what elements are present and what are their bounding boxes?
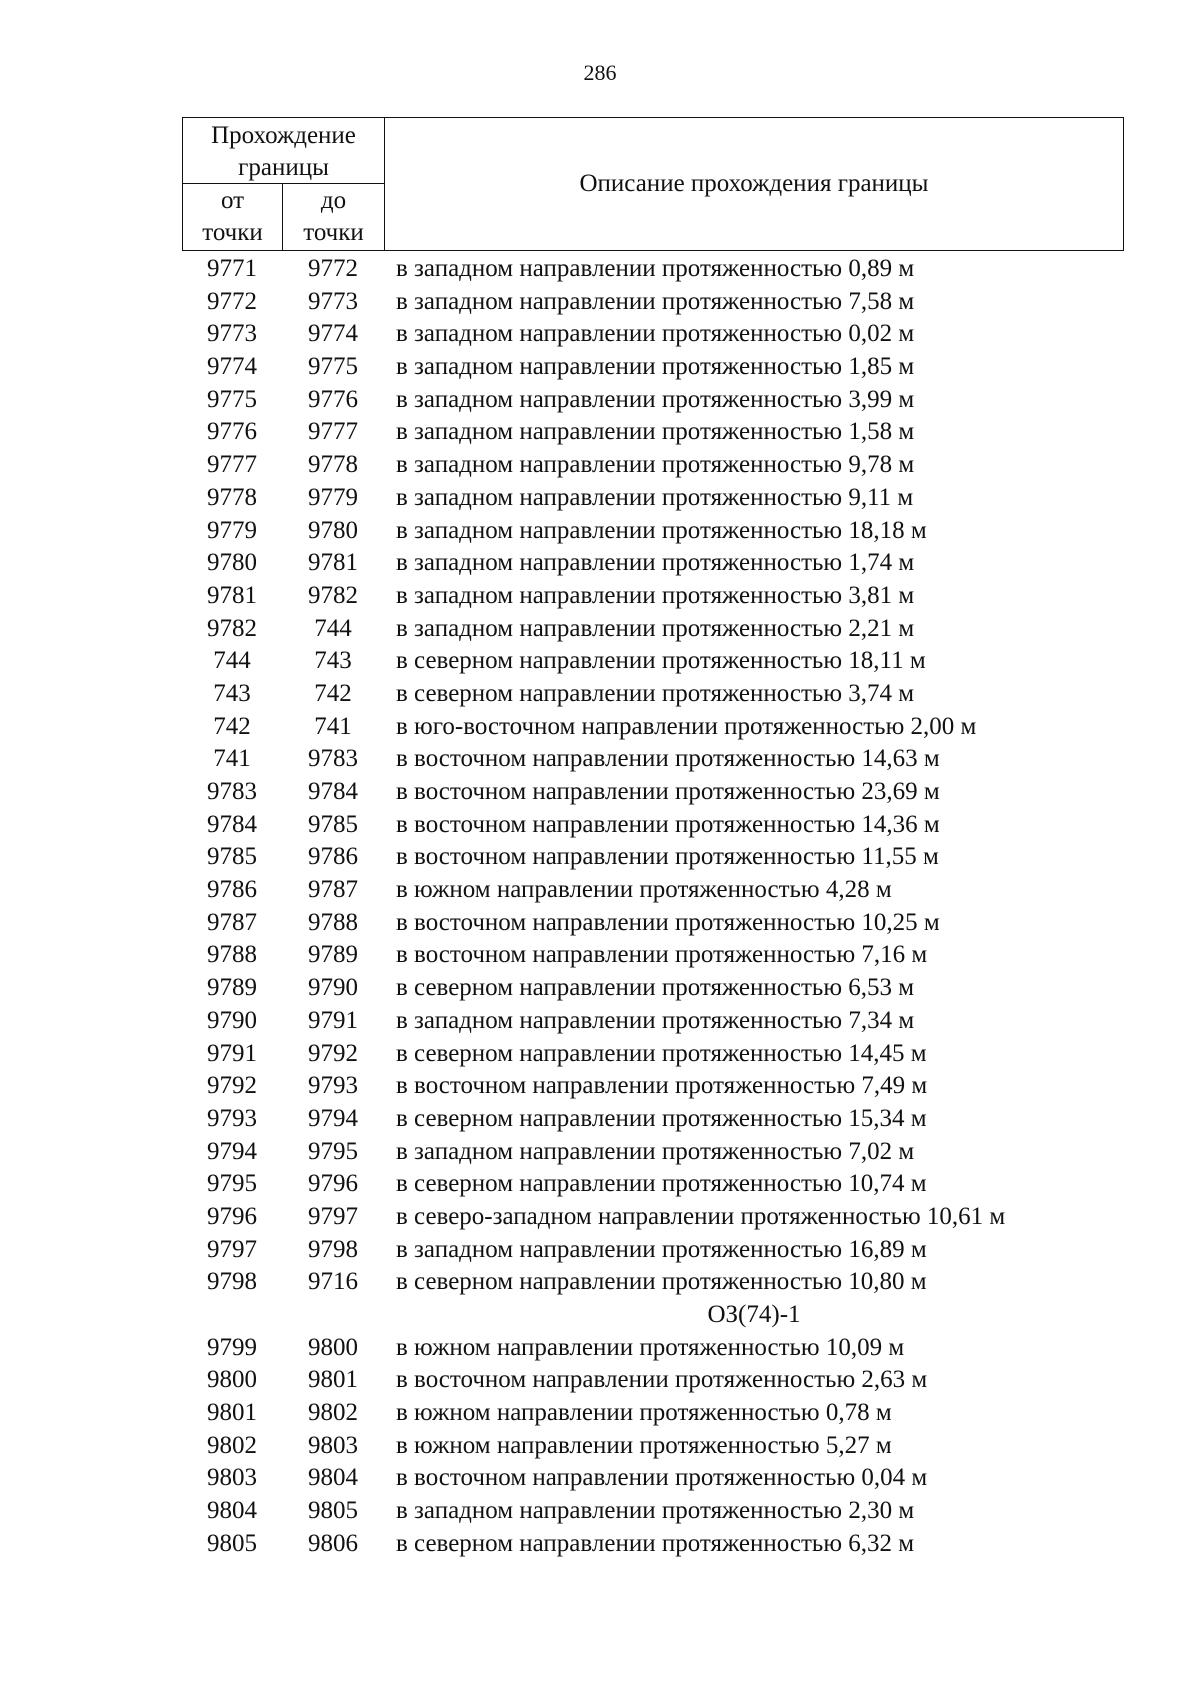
to-point-cell: 742 [314,679,352,707]
to-point-cell: 9792 [308,1039,358,1067]
table-row [182,1495,1142,1528]
to-point-cell: 744 [314,614,352,642]
to-point-cell: 9776 [308,385,358,413]
to-point-cell: 9800 [308,1333,358,1361]
table-row [182,907,1142,940]
description-cell: в западном направлении протяженностью 0,89 м [396,255,915,282]
header-to-point [283,184,385,250]
to-point-cell: 9786 [308,843,358,871]
from-point-cell: 9771 [207,255,257,282]
from-point-cell: 9779 [207,516,257,544]
from-point-cell: 9789 [207,974,257,1002]
table-row [182,809,1142,842]
header-boundary-group [183,118,385,184]
description-cell: в западном направлении протяженностью 1,85 м [396,353,915,381]
table-row [182,1070,1142,1103]
to-point-cell: 9794 [308,1104,358,1132]
to-point-cell: 9796 [308,1170,358,1198]
to-point-cell: 743 [314,647,352,675]
table-row [182,1332,1142,1365]
to-point-cell: 9782 [308,581,358,609]
description-cell: в западном направлении протяженностью 3,99 м [396,385,915,413]
table-row [182,1038,1142,1071]
table-row [182,678,1142,711]
from-point-cell: 9780 [207,549,257,577]
description-cell: в южном направлении протяженностью 10,09 м [396,1333,905,1361]
to-point-cell: 9793 [308,1072,358,1100]
description-cell: в северном направлении протяженностью 18,11 м [396,647,926,675]
from-point-cell: 9793 [207,1104,257,1132]
description-cell: в южном направлении протяженностью 5,27 м [396,1431,892,1459]
to-point-cell: 9716 [308,1268,358,1296]
table-row [182,874,1142,907]
table-row [182,1201,1142,1234]
description-cell: в восточном направлении протяженностью 7,49 м [396,1072,928,1100]
description-cell: в западном направлении протяженностью 7,34 м [396,1006,915,1034]
table-row [182,580,1142,613]
header-from-line2: точки [202,219,263,246]
description-cell: в западном направлении протяженностью 16,89 м [396,1235,927,1263]
table-row [182,1430,1142,1463]
description-cell: в восточном направлении протяженностью 14,36 м [396,810,940,838]
description-cell: в западном направлении протяженностью 1,58 м [396,418,915,446]
from-point-cell: 9783 [207,778,257,805]
description-cell: в северном направлении протяженностью 6,32 м [396,1529,915,1557]
table-row [182,939,1142,972]
to-point-cell: 9779 [308,483,358,511]
to-point-cell: 9787 [308,876,358,904]
to-point-cell: 9805 [308,1497,358,1525]
table-row [182,1136,1142,1169]
header-group-line1: Прохождение [211,122,356,149]
table-row [182,1005,1142,1038]
from-point-cell: 9799 [207,1333,257,1361]
description-cell: в восточном направлении протяженностью 10,25 м [396,908,940,936]
to-point-cell: 9802 [308,1399,358,1427]
from-point-cell: 9777 [207,451,257,479]
description-cell: в западном направлении протяженностью 1,74 м [396,549,915,577]
table-row [182,776,1142,809]
description-cell: в западном направлении протяженностью 9,78 м [396,451,915,479]
table-row [182,613,1142,646]
description-cell: в восточном направлении протяженностью 23,69 м [396,778,940,805]
from-point-cell: 9786 [207,876,257,904]
table-row [182,515,1142,548]
to-point-cell: 9780 [308,516,358,544]
from-point-cell: 9801 [207,1399,257,1427]
table-row [182,547,1142,580]
to-point-cell: 9781 [308,549,358,577]
header-from-line1: от [220,187,245,214]
description-cell: в северном направлении протяженностью 15,34 м [396,1104,927,1132]
from-point-cell: 9784 [207,810,257,838]
table-row [182,318,1142,351]
to-point-cell: 9798 [308,1235,358,1263]
from-point-cell: 9773 [207,320,257,348]
table-row [182,253,1142,286]
to-point-cell: 9777 [308,418,358,446]
to-point-cell: 9772 [308,255,358,282]
to-point-cell: 9778 [308,451,358,479]
header-description: Описание прохождения границы [579,170,929,197]
from-point-cell: 9803 [207,1464,257,1492]
header-group-line2: границы [238,154,329,181]
table-row [182,972,1142,1005]
description-cell: в восточном направлении протяженностью 2,63 м [396,1366,928,1394]
from-point-cell: 742 [213,712,251,740]
table-row [182,1528,1142,1561]
from-point-cell: 9804 [207,1497,257,1525]
table-body [182,253,1142,1561]
to-point-cell: 9783 [308,745,358,773]
to-point-cell: 9801 [308,1366,358,1394]
to-point-cell: 9803 [308,1431,358,1459]
table-row [182,1266,1142,1299]
description-cell: в западном направлении протяженностью 2,21 м [396,614,915,642]
description-cell: в северном направлении протяженностью 10,80 м [396,1268,927,1296]
from-point-cell: 743 [213,679,251,707]
from-point-cell: 9776 [207,418,257,446]
from-point-cell: 9794 [207,1137,257,1165]
from-point-cell: 9797 [207,1235,257,1263]
to-point-cell: 9773 [308,287,358,315]
from-point-cell: 9778 [207,483,257,511]
table-row [182,286,1142,319]
from-point-cell: 9772 [207,287,257,315]
from-point-cell: 9782 [207,614,257,642]
to-point-cell: 9804 [308,1464,358,1492]
table-row [182,841,1142,874]
description-cell: в северном направлении протяженностью 14,45 м [396,1039,927,1067]
table-header [182,117,1124,251]
from-point-cell: 9774 [207,353,257,381]
section-heading-row [182,1299,1142,1332]
table-row [182,1234,1142,1267]
table-row [182,351,1142,384]
table-row [182,482,1142,515]
to-point-cell: 9806 [308,1529,358,1557]
description-cell: в северном направлении протяженностью 6,53 м [396,974,915,1002]
from-point-cell: 9800 [207,1366,257,1394]
from-point-cell: 9790 [207,1006,257,1034]
table-row [182,1103,1142,1136]
from-point-cell: 9792 [207,1072,257,1100]
description-cell: в западном направлении протяженностью 0,02 м [396,320,915,348]
to-point-cell: 9790 [308,974,358,1002]
description-cell: в западном направлении протяженностью 3,81 м [396,581,915,609]
section-heading: ОЗ(74)-1 [707,1301,801,1328]
from-point-cell: 9805 [207,1529,257,1557]
from-point-cell: 9798 [207,1268,257,1296]
from-point-cell: 9785 [207,843,257,871]
description-cell: в западном направлении протяженностью 9,11 м [396,483,914,511]
description-cell: в северо-западном направлении протяженностью 10,61 м [396,1202,1006,1230]
description-cell: в западном направлении протяженностью 7,02 м [396,1137,915,1165]
table-row [182,384,1142,417]
from-point-cell: 9795 [207,1170,257,1198]
description-cell: в восточном направлении протяженностью 11,55 м [396,843,939,871]
table-row [182,449,1142,482]
to-point-cell: 9775 [308,353,358,381]
description-cell: в восточном направлении протяженностью 0,04 м [396,1464,928,1492]
to-point-cell: 9789 [308,941,358,969]
table-row [182,1364,1142,1397]
table-row [182,645,1142,678]
to-point-cell: 9788 [308,908,358,936]
table-row [182,743,1142,776]
from-point-cell: 9788 [207,941,257,969]
to-point-cell: 741 [314,712,352,740]
from-point-cell: 9775 [207,385,257,413]
to-point-cell: 9797 [308,1202,358,1230]
table-row [182,1397,1142,1430]
table-row [182,711,1142,744]
table-row [182,416,1142,449]
description-cell: в южном направлении протяженностью 0,78 м [396,1399,892,1427]
from-point-cell: 9802 [207,1431,257,1459]
description-cell: в восточном направлении протяженностью 14,63 м [396,745,940,773]
from-point-cell: 744 [213,647,251,675]
from-point-cell: 9796 [207,1202,257,1230]
header-from-point [183,184,283,250]
description-cell: в западном направлении протяженностью 2,30 м [396,1497,915,1525]
description-cell: в северном направлении протяженностью 10,74 м [396,1170,927,1198]
to-point-cell: 9774 [308,320,358,348]
description-cell: в юго-восточном направлении протяженностью 2,00 м [396,712,977,740]
description-cell: в восточном направлении протяженностью 7,16 м [396,941,928,969]
header-to-line1: до [320,187,347,214]
to-point-cell: 9785 [308,810,358,838]
header-to-line2: точки [303,219,364,246]
to-point-cell: 9784 [308,778,358,805]
description-cell: в западном направлении протяженностью 7,58 м [396,287,915,315]
from-point-cell: 9781 [207,581,257,609]
description-cell: в южном направлении протяженностью 4,28 м [396,876,892,904]
from-point-cell: 9791 [207,1039,257,1067]
table-row [182,1462,1142,1495]
from-point-cell: 9787 [207,908,257,936]
from-point-cell: 741 [213,745,251,773]
description-cell: в западном направлении протяженностью 18,18 м [396,516,927,544]
description-cell: в северном направлении протяженностью 3,74 м [396,679,915,707]
to-point-cell: 9791 [308,1006,358,1034]
page-number: 286 [583,60,617,85]
table-row [182,1168,1142,1201]
to-point-cell: 9795 [308,1137,358,1165]
